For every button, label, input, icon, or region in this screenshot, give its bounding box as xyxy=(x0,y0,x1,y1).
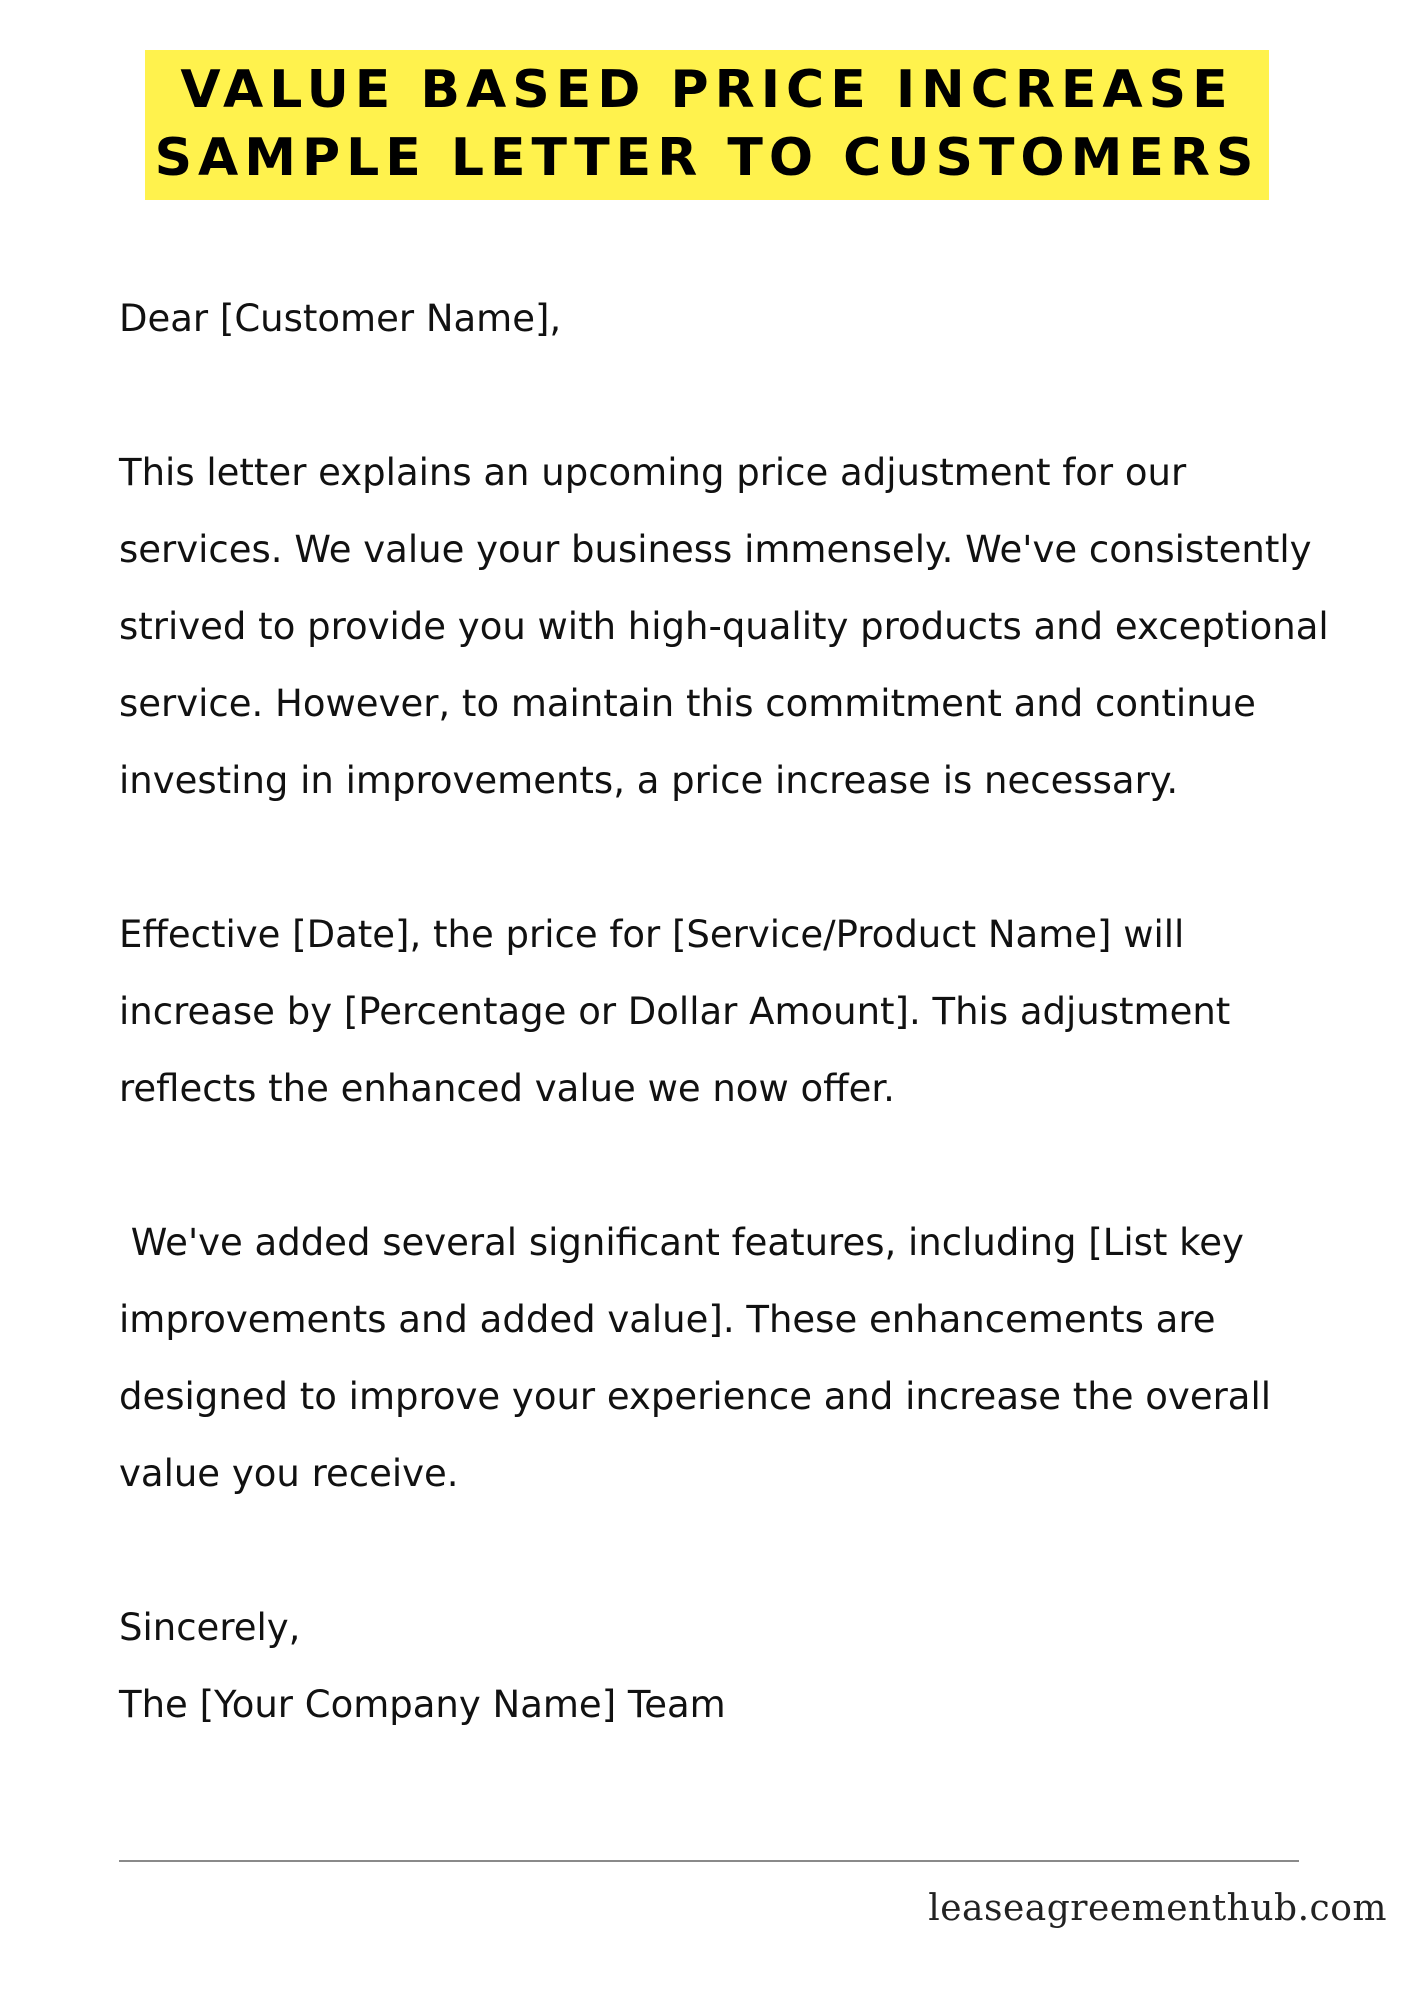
salutation: Dear [Customer Name], xyxy=(119,297,562,340)
footer-website: leaseagreementhub.com xyxy=(928,1888,1387,1929)
footer-divider xyxy=(119,1860,1299,1862)
title-wrapper xyxy=(0,50,1414,200)
page-title xyxy=(145,50,1270,200)
paragraph-price-change: Effective [Date], the price for [Service/Product Name] will increase by [Percentage or Dollar Amount]. This adjustment reflects the enhanced value we now offer. xyxy=(119,913,1231,1110)
paragraph-intro: This letter explains an upcoming price adjustment for our services. We value your business immensely. We've consistently strived to provide you with high-quality products and exceptional service. However, to maintain this commitment and continue investing in improvements, a price increase is necessary. xyxy=(119,451,1329,802)
page-title-line-1: VALUE BASED PRICE INCREASE xyxy=(180,60,1234,120)
signoff xyxy=(119,1589,1349,1743)
closing: Sincerely, xyxy=(119,1606,301,1649)
page-title-line-2: SAMPLE LETTER TO CUSTOMERS xyxy=(154,128,1260,188)
signature: The [Your Company Name] Team xyxy=(119,1683,726,1726)
paragraph-improvements: We've added several significant features, including [List key improvements and added value]. These enhancements are designed to improve your experience and increase the overall value you receive. xyxy=(119,1221,1283,1495)
letter-body xyxy=(119,280,1349,1743)
